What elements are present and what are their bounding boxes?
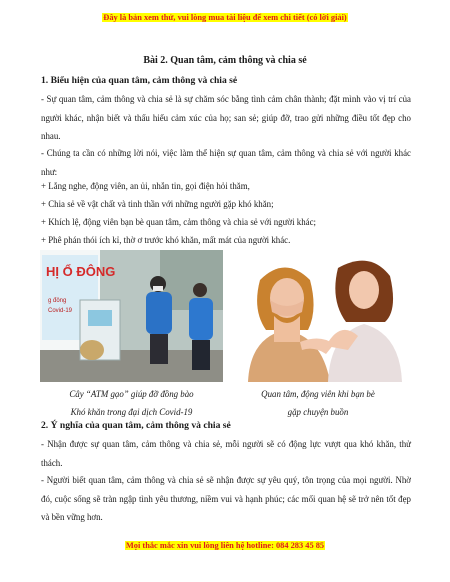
left-caption-line2: Khó khăn trong đại dịch Covid-19 <box>70 407 193 417</box>
section1-heading: 1. Biểu hiện của quan tâm, cảm thông và chia sẻ <box>41 75 238 86</box>
sign-big-text: HỊ Ổ ĐÔNG <box>46 264 116 279</box>
left-caption-line1: Cây “ATM gạo” giúp đỡ đồng bào <box>69 389 194 399</box>
section1-paragraph2: - Chúng ta cần có những lời nói, việc làm thể hiện sự quan tâm, cảm thông và chia sẻ với người khác như: <box>41 148 411 177</box>
svg-text:Covid-19: Covid-19 <box>48 308 73 314</box>
section1-paragraph1: - Sự quan tâm, cảm thông và chia sẻ là sự chăm sóc bằng tình cảm chân thành; đặt mình vào vị trí của người khác, nhận biết và thấu hiểu cảm xúc của họ; san sẻ; giúp đỡ, trao gửi những điều tốt đẹp cho nhau. <box>41 94 411 141</box>
list-item: + Phê phán thói ích kỉ, thờ ơ trước khó khăn, mất mát của người khác. <box>41 235 291 245</box>
bottom-banner-text: Mọi thắc mắc xin vui lòng liên hệ hotline: 084 283 45 85 <box>125 541 325 550</box>
right-caption-line1: Quan tâm, động viên khi bạn bè <box>261 389 375 399</box>
section2-paragraph2: - Người biết quan tâm, cảm thông và chia sẻ sẽ nhận được sự yêu quý, tôn trọng của mọi người. Nhờ đó, cuộc sống sẽ tràn ngập tình yêu thương, niềm vui và hạnh phúc; các mối quan hệ sẽ trở nên tốt đẹp và bền vững hơn. <box>41 475 411 522</box>
consoling-drawing <box>230 250 406 382</box>
atm-rice-photo <box>40 250 223 382</box>
friends-consoling-illustration <box>230 250 406 382</box>
top-banner-text: Đây là bản xem thử, vui lòng mua tài liệu để xem chi tiết (có lời giải) <box>103 13 347 22</box>
bottom-hotline-banner <box>0 541 450 550</box>
list-item: + Chia sẻ về vật chất và tinh thần với những người gặp khó khăn; <box>41 199 274 209</box>
section2-heading: 2. Ý nghĩa của quan tâm, cảm thông và chia sẻ <box>41 420 231 431</box>
right-image-caption <box>230 385 406 421</box>
right-caption-line2: gặp chuyện buồn <box>287 407 349 417</box>
lesson-title: Bài 2. Quan tâm, cảm thông và chia sẻ <box>143 55 307 66</box>
left-image-caption <box>40 385 223 421</box>
top-preview-banner <box>0 13 450 22</box>
section2-paragraph1: - Nhận được sự quan tâm, cảm thông và chia sẻ, mỗi người sẽ có động lực vượt qua khó khăn, thử thách. <box>41 439 411 468</box>
atm-rice-illustration <box>40 250 223 382</box>
list-item: + Khích lệ, động viên bạn bè quan tâm, cảm thông và chia sẻ với người khác; <box>41 217 317 227</box>
list-item: + Lắng nghe, động viên, an ủi, nhắn tin, gọi điện hỏi thăm, <box>41 181 250 191</box>
svg-text:g đông: g đông <box>48 298 67 304</box>
